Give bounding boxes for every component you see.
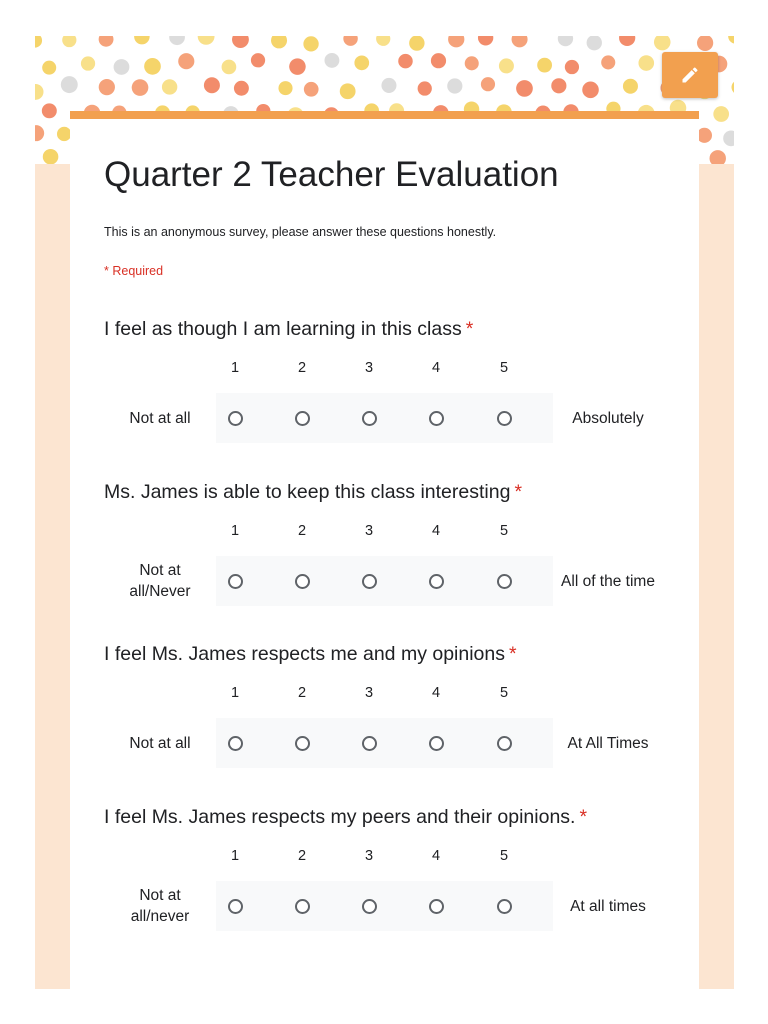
radio-option-5[interactable] bbox=[497, 736, 512, 751]
polka-dot bbox=[409, 36, 424, 51]
scale-number-label: 2 bbox=[297, 685, 307, 701]
scale-number-label: 2 bbox=[297, 523, 307, 539]
polka-dot bbox=[35, 84, 43, 100]
polka-dot bbox=[81, 56, 95, 70]
polka-dot bbox=[619, 36, 635, 46]
radio-option-1[interactable] bbox=[228, 411, 243, 426]
polka-dot bbox=[198, 36, 215, 45]
scale-high-label: Absolutely bbox=[572, 409, 644, 427]
polka-dot bbox=[723, 131, 734, 147]
radio-option-2[interactable] bbox=[295, 736, 310, 751]
required-asterisk: * bbox=[579, 806, 588, 828]
scale-number-label: 4 bbox=[431, 685, 441, 701]
polka-dot bbox=[713, 106, 729, 122]
polka-dot bbox=[481, 77, 495, 91]
scale-number-label: 5 bbox=[499, 685, 509, 701]
radio-option-3[interactable] bbox=[362, 411, 377, 426]
polka-dot bbox=[376, 36, 390, 46]
polka-dot bbox=[35, 125, 44, 141]
scale-number-label: 3 bbox=[364, 685, 374, 701]
scale-number-label: 5 bbox=[499, 523, 509, 539]
radio-option-3[interactable] bbox=[362, 736, 377, 751]
scale-number-label: 1 bbox=[230, 848, 240, 864]
question-title bbox=[104, 318, 473, 341]
scale-options-row bbox=[216, 718, 553, 768]
required-asterisk: * bbox=[514, 481, 523, 503]
scale-number-label: 4 bbox=[431, 360, 441, 376]
polka-dot bbox=[465, 56, 479, 70]
scale-number-label: 5 bbox=[499, 360, 509, 376]
polka-dot bbox=[278, 81, 292, 95]
polka-dot bbox=[134, 36, 149, 44]
polka-dot bbox=[516, 80, 533, 97]
scale-number-label: 5 bbox=[499, 848, 509, 864]
required-asterisk: * bbox=[465, 318, 474, 340]
scale-low-label: Not at all/never bbox=[130, 887, 190, 925]
polka-dot bbox=[303, 36, 318, 51]
scale-options-row bbox=[216, 393, 553, 443]
polka-dot bbox=[234, 81, 249, 96]
polka-dot bbox=[558, 36, 573, 46]
polka-dot bbox=[232, 36, 249, 48]
scale-options-row bbox=[216, 556, 553, 606]
polka-dot bbox=[289, 58, 306, 75]
polka-dot bbox=[654, 36, 671, 50]
radio-option-1[interactable] bbox=[228, 899, 243, 914]
polka-dot bbox=[251, 53, 265, 67]
question-title bbox=[104, 806, 587, 829]
form-description: This is an anonymous survey, please answer these questions honestly. bbox=[104, 225, 497, 239]
polka-dot bbox=[381, 78, 396, 93]
scale-number-label: 3 bbox=[364, 848, 374, 864]
polka-dot bbox=[537, 58, 552, 73]
polka-dot bbox=[114, 59, 130, 75]
polka-dot bbox=[162, 79, 177, 94]
polka-dot bbox=[697, 128, 712, 143]
polka-dot bbox=[697, 36, 713, 51]
radio-option-5[interactable] bbox=[497, 899, 512, 914]
radio-option-1[interactable] bbox=[228, 736, 243, 751]
polka-dot bbox=[565, 60, 579, 74]
scale-low-label: Not at all bbox=[129, 409, 191, 427]
question-title-text: Ms. James is able to keep this class interesting bbox=[104, 481, 511, 503]
scale-number-label: 1 bbox=[230, 523, 240, 539]
radio-option-2[interactable] bbox=[295, 411, 310, 426]
polka-dot bbox=[728, 36, 734, 44]
polka-dot bbox=[448, 36, 464, 47]
polka-dot bbox=[35, 36, 42, 48]
edit-theme-button[interactable] bbox=[662, 52, 718, 98]
polka-dot bbox=[418, 81, 432, 95]
polka-dot bbox=[431, 53, 446, 68]
radio-option-4[interactable] bbox=[429, 736, 444, 751]
polka-dot bbox=[638, 55, 654, 71]
radio-option-2[interactable] bbox=[295, 899, 310, 914]
polka-dot bbox=[42, 103, 57, 118]
radio-option-4[interactable] bbox=[429, 574, 444, 589]
question-title-text: I feel Ms. James respects my peers and their opinions. bbox=[104, 806, 576, 828]
polka-dot bbox=[512, 36, 528, 47]
scale-number-label: 4 bbox=[431, 848, 441, 864]
radio-option-2[interactable] bbox=[295, 574, 310, 589]
scale-number-label: 3 bbox=[364, 360, 374, 376]
polka-dot bbox=[582, 82, 599, 99]
question-title bbox=[104, 481, 522, 504]
radio-option-3[interactable] bbox=[362, 574, 377, 589]
radio-option-5[interactable] bbox=[497, 574, 512, 589]
pencil-icon bbox=[680, 65, 700, 85]
polka-dot bbox=[271, 36, 287, 48]
polka-dot bbox=[144, 58, 161, 75]
polka-dot bbox=[623, 79, 638, 94]
polka-dot bbox=[222, 60, 237, 75]
polka-dot bbox=[43, 149, 59, 164]
form-title: Quarter 2 Teacher Evaluation bbox=[104, 155, 559, 194]
radio-option-4[interactable] bbox=[429, 411, 444, 426]
polka-dot bbox=[178, 53, 194, 69]
scale-high-label: At All Times bbox=[567, 734, 649, 752]
polka-dot bbox=[340, 83, 356, 99]
required-asterisk: * bbox=[509, 643, 517, 665]
polka-dot bbox=[710, 150, 726, 164]
question-1 bbox=[70, 318, 699, 458]
scale-number-label: 1 bbox=[230, 360, 240, 376]
question-2 bbox=[70, 481, 699, 621]
scale-high-label: All of the time bbox=[561, 572, 655, 590]
polka-dot bbox=[169, 36, 185, 45]
scale-number-label: 4 bbox=[431, 523, 441, 539]
polka-dot bbox=[551, 78, 566, 93]
radio-option-1[interactable] bbox=[228, 574, 243, 589]
scale-high-label: At all times bbox=[570, 897, 646, 915]
scale-number-label: 1 bbox=[230, 685, 240, 701]
question-title bbox=[104, 643, 517, 666]
polka-dot bbox=[499, 58, 514, 73]
radio-option-4[interactable] bbox=[429, 899, 444, 914]
polka-dot bbox=[587, 36, 602, 50]
question-3 bbox=[70, 643, 699, 783]
polka-dot bbox=[343, 36, 357, 46]
polka-dot bbox=[304, 82, 319, 97]
polka-dot bbox=[447, 78, 462, 93]
polka-dot bbox=[62, 36, 76, 47]
polka-dot bbox=[478, 36, 493, 45]
form-card bbox=[70, 111, 699, 989]
scale-low-label: Not at all bbox=[129, 734, 191, 752]
polka-dot bbox=[732, 80, 734, 94]
card-accent-bar bbox=[70, 111, 699, 119]
polka-dot bbox=[398, 54, 412, 68]
scale-options-row bbox=[216, 881, 553, 931]
polka-dot bbox=[132, 79, 149, 96]
polka-dot bbox=[42, 61, 56, 75]
scale-number-label: 3 bbox=[364, 523, 374, 539]
polka-dot bbox=[601, 55, 615, 69]
question-4 bbox=[70, 806, 699, 946]
polka-dot bbox=[204, 77, 220, 93]
question-title-text: I feel as though I am learning in this class bbox=[104, 318, 462, 340]
scale-low-label: Not at all/Never bbox=[129, 562, 191, 600]
polka-dot bbox=[61, 76, 78, 93]
polka-dot bbox=[354, 55, 369, 70]
polka-dot bbox=[325, 53, 340, 68]
scale-number-label: 2 bbox=[297, 360, 307, 376]
polka-dot bbox=[99, 36, 114, 47]
radio-option-3[interactable] bbox=[362, 899, 377, 914]
required-note: * Required bbox=[104, 264, 164, 278]
polka-dot bbox=[99, 79, 115, 95]
question-title-text: I feel Ms. James respects me and my opinions bbox=[104, 643, 505, 665]
radio-option-5[interactable] bbox=[497, 411, 512, 426]
scale-number-label: 2 bbox=[297, 848, 307, 864]
